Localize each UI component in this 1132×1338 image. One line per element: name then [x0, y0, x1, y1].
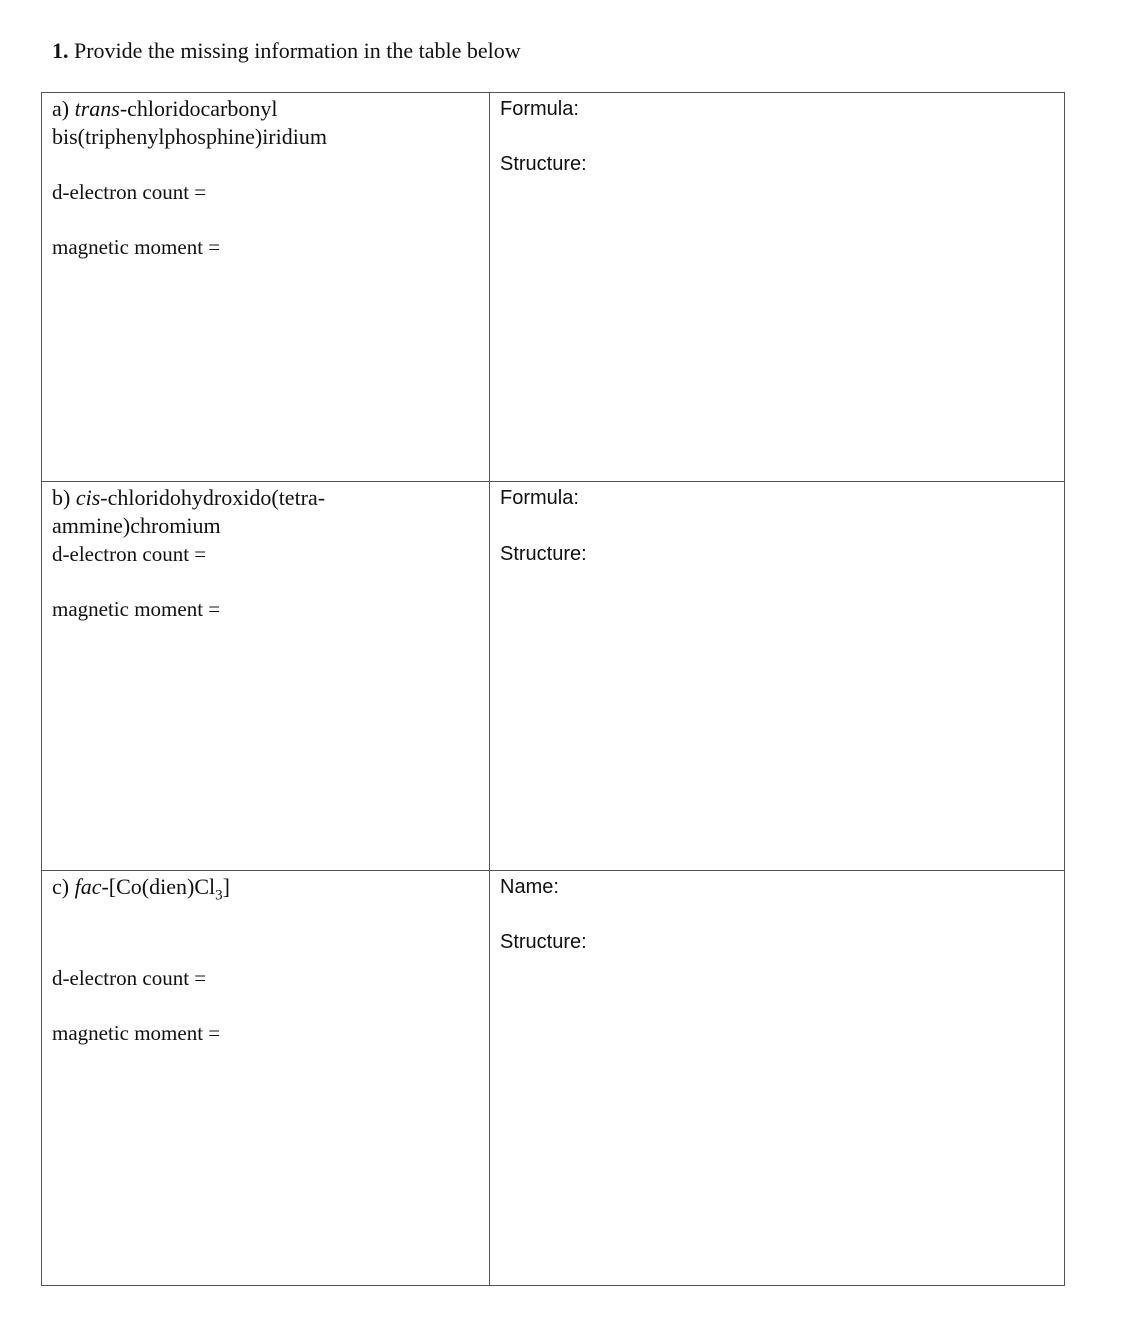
- complex-a-prefix: a): [52, 96, 75, 121]
- complex-a-formula-label: Formula:: [500, 98, 579, 120]
- table-row: [42, 93, 1065, 482]
- complex-b-name-line2: ammine)chromium: [52, 513, 221, 538]
- complex-b-formula-label: Formula:: [500, 487, 579, 509]
- complex-b-prefix: b): [52, 485, 76, 510]
- complex-b-answer-cell[interactable]: [490, 482, 1065, 871]
- complex-b-structure-label: Structure:: [500, 543, 587, 565]
- complex-b-info-cell[interactable]: [42, 482, 490, 871]
- complex-c-info-cell[interactable]: [42, 871, 490, 1286]
- complex-c-name: [52, 873, 479, 909]
- complex-a-name-line2: bis(triphenylphosphine)iridium: [52, 124, 327, 149]
- complex-b-d-electron-count: d-electron count =: [52, 542, 207, 566]
- question-title: [52, 36, 521, 66]
- complex-a-name-line1: -chloridocarbonyl: [119, 96, 278, 121]
- worksheet-table: [41, 92, 1065, 1286]
- complex-b-isomer: cis: [75, 485, 101, 510]
- complex-a-isomer: trans: [74, 96, 120, 121]
- complex-c-bracket: ]: [222, 874, 230, 899]
- question-text: Provide the missing information in the table below: [68, 38, 521, 63]
- complex-a-structure-label: Structure:: [500, 153, 587, 175]
- complex-c-answer-cell[interactable]: [490, 871, 1065, 1286]
- complex-c-isomer: fac: [74, 874, 102, 899]
- complex-a-name: [52, 95, 479, 151]
- complex-c-d-electron-count: d-electron count =: [52, 966, 207, 991]
- question-number: 1.: [52, 38, 69, 63]
- complex-b-magnetic-moment: magnetic moment =: [52, 597, 221, 621]
- complex-b-name-line1: -chloridohydroxido(tetra-: [100, 485, 326, 510]
- table-row: [42, 871, 1065, 1286]
- complex-b-name: [52, 484, 479, 540]
- complex-a-magnetic-moment: magnetic moment =: [52, 235, 221, 259]
- complex-a-answer-cell[interactable]: [490, 93, 1065, 482]
- complex-c-prefix: c): [52, 874, 75, 899]
- complex-a-d-electron-count: d-electron count =: [52, 180, 207, 204]
- table-row: [42, 482, 1065, 871]
- complex-c-name-label: Name:: [500, 876, 559, 898]
- complex-c-magnetic-moment: magnetic moment =: [52, 1021, 221, 1046]
- complex-a-info-cell[interactable]: [42, 93, 490, 482]
- complex-c-structure-label: Structure:: [500, 931, 587, 953]
- complex-c-formula: -[Co(dien)Cl: [101, 874, 216, 899]
- complex-c-subscript: 3: [215, 887, 223, 904]
